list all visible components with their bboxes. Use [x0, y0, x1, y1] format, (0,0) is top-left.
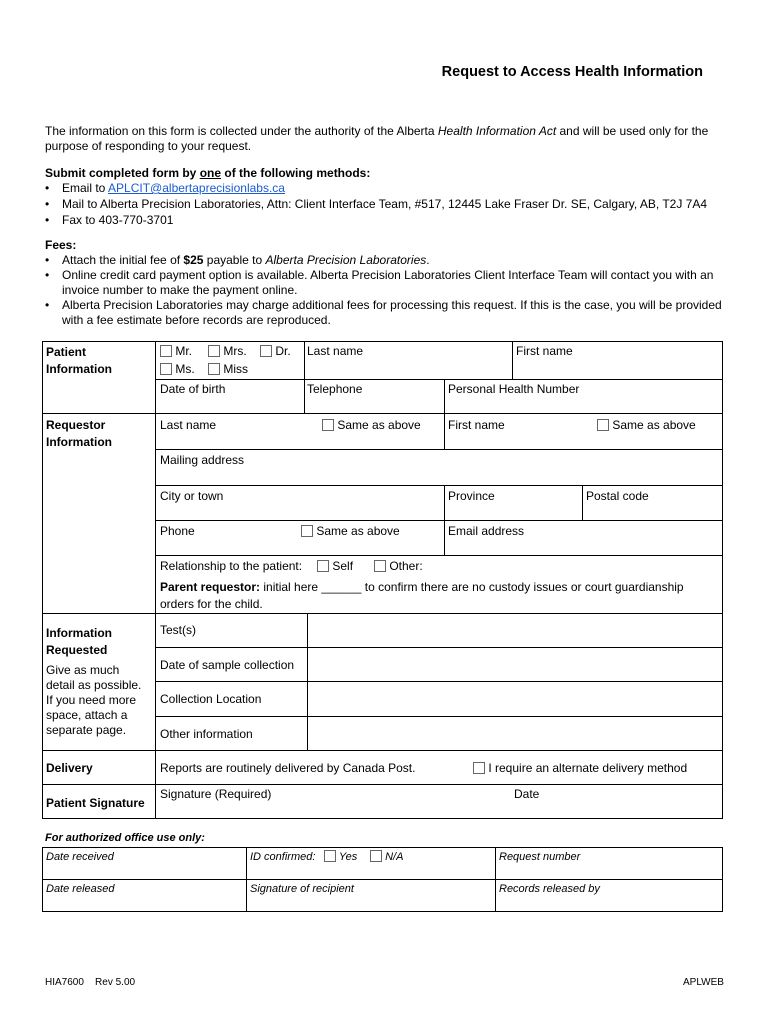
fees-heading: Fees: [45, 238, 77, 252]
id-yes[interactable]: Yes [324, 849, 357, 866]
title-mr[interactable]: Mr. [160, 343, 192, 360]
delivery-label: Delivery [46, 761, 93, 775]
date-collection-input[interactable] [309, 648, 721, 680]
date-collection-label: Date of sample collection [160, 658, 295, 672]
tests-label: Test(s) [160, 623, 196, 637]
fees-item-1: • Attach the initial fee of $25 payable to Alberta Precision Laboratories. [45, 253, 725, 268]
alternate-delivery[interactable]: I require an alternate delivery method [473, 760, 687, 777]
same-as-above-1[interactable]: Same as above [322, 417, 421, 434]
email-link[interactable]: APLCIT@albertaprecisionlabs.ca [108, 181, 285, 195]
title-dr[interactable]: Dr. [260, 343, 291, 360]
signature-date-field[interactable]: Date [514, 787, 540, 801]
office-use-heading: For authorized office use only: [45, 832, 205, 844]
delivery-text: Reports are routinely delivered by Canada Post. [160, 761, 416, 775]
same-as-above-3[interactable]: Same as above [301, 523, 400, 540]
id-yes-checkbox[interactable] [324, 850, 336, 862]
same-as-above-2[interactable]: Same as above [597, 417, 696, 434]
dob-field[interactable]: Date of birth [160, 382, 226, 396]
date-received-field[interactable]: Date received [46, 851, 114, 863]
patient-info-label: Patient Information [46, 345, 112, 376]
dr-checkbox[interactable] [260, 345, 272, 357]
same-2-checkbox[interactable] [597, 419, 609, 431]
intro-text [45, 124, 725, 154]
intro-pre: The information on this form is collected under the authority of the Alberta [45, 124, 438, 138]
email-address-field[interactable]: Email address [448, 524, 525, 538]
footer-form-number: HIA7600 Rev 5.00 [45, 977, 136, 988]
relationship-label: Relationship to the patient: [160, 559, 303, 573]
postal-code-field[interactable]: Postal code [586, 489, 649, 503]
same-1-checkbox[interactable] [322, 419, 334, 431]
province-field[interactable]: Province [448, 489, 495, 503]
title-miss[interactable]: Miss [208, 361, 248, 378]
records-released-field[interactable]: Records released by [499, 883, 600, 895]
requestor-last-name-field[interactable]: Last name [160, 418, 217, 432]
id-confirmed-label: ID confirmed: [250, 851, 316, 863]
submit-section [45, 166, 725, 228]
request-number-field[interactable]: Request number [499, 851, 581, 863]
info-requested-note: Give as much detail as possible. If you need more space, attach a separate page. [46, 663, 142, 737]
page-title: Request to Access Health Information [441, 64, 703, 80]
phone-field[interactable]: Phone [160, 524, 195, 538]
patient-last-name-field[interactable]: Last name [307, 344, 364, 358]
relationship-other[interactable]: Other: [374, 558, 423, 575]
collection-location-label: Collection Location [160, 692, 262, 706]
telephone-field[interactable]: Telephone [307, 382, 363, 396]
relationship-self[interactable]: Self [317, 558, 353, 575]
requestor-first-name-field[interactable]: First name [448, 418, 505, 432]
mailing-address-field[interactable]: Mailing address [160, 453, 245, 467]
same-3-checkbox[interactable] [301, 525, 313, 537]
patient-first-name-field[interactable]: First name [516, 344, 573, 358]
mrs-checkbox[interactable] [208, 345, 220, 357]
city-field[interactable]: City or town [160, 489, 224, 503]
id-na[interactable]: N/A [370, 849, 403, 866]
ms-checkbox[interactable] [160, 363, 172, 375]
id-na-checkbox[interactable] [370, 850, 382, 862]
alternate-delivery-checkbox[interactable] [473, 762, 485, 774]
submit-fax: • Fax to 403-770-3701 [45, 213, 725, 228]
mr-checkbox[interactable] [160, 345, 172, 357]
submit-mail: • Mail to Alberta Precision Laboratories, Attn: Client Interface Team, #517, 12445 Lake Fraser Dr. SE, Calgary, AB, T2J 7A4 [45, 197, 725, 212]
submit-email: • Email to APLCIT@albertaprecisionlabs.ca [45, 181, 725, 196]
tests-input[interactable] [309, 614, 721, 646]
other-info-label: Other information [160, 727, 253, 741]
info-requested-label: Information Requested [46, 626, 112, 657]
patient-signature-label: Patient Signature [46, 796, 145, 810]
other-checkbox[interactable] [374, 560, 386, 572]
requestor-info-label: Requestor Information [46, 418, 112, 449]
phn-field[interactable]: Personal Health Number [448, 382, 580, 396]
title-ms[interactable]: Ms. [160, 361, 195, 378]
title-mrs[interactable]: Mrs. [208, 343, 247, 360]
fees-section [45, 238, 725, 328]
fees-item-2: • Online credit card payment option is available. Alberta Precision Laboratories Client Interface Team will contact you with an invoice number to make the payment online. [45, 268, 725, 298]
self-checkbox[interactable] [317, 560, 329, 572]
footer-code: APLWEB [683, 977, 724, 988]
date-released-field[interactable]: Date released [46, 883, 115, 895]
parent-requestor-note: Parent requestor: initial here ______ to confirm there are no custody issues or court guardianship orders for the child. [160, 580, 684, 611]
fees-item-3: • Alberta Precision Laboratories may charge additional fees for processing this request. If this is the case, you will be provided with a fee estimate before records are reproduced. [45, 298, 725, 328]
submit-heading: Submit completed form by one of the following methods: [45, 166, 371, 180]
other-info-input[interactable] [309, 717, 721, 749]
signature-recipient-field[interactable]: Signature of recipient [250, 883, 354, 895]
signature-field[interactable]: Signature (Required) [160, 787, 272, 801]
collection-location-input[interactable] [309, 682, 721, 715]
miss-checkbox[interactable] [208, 363, 220, 375]
intro-post: and will be used only for the purpose of responding to your request. [45, 124, 709, 153]
intro-act: Health Information Act [437, 124, 557, 138]
